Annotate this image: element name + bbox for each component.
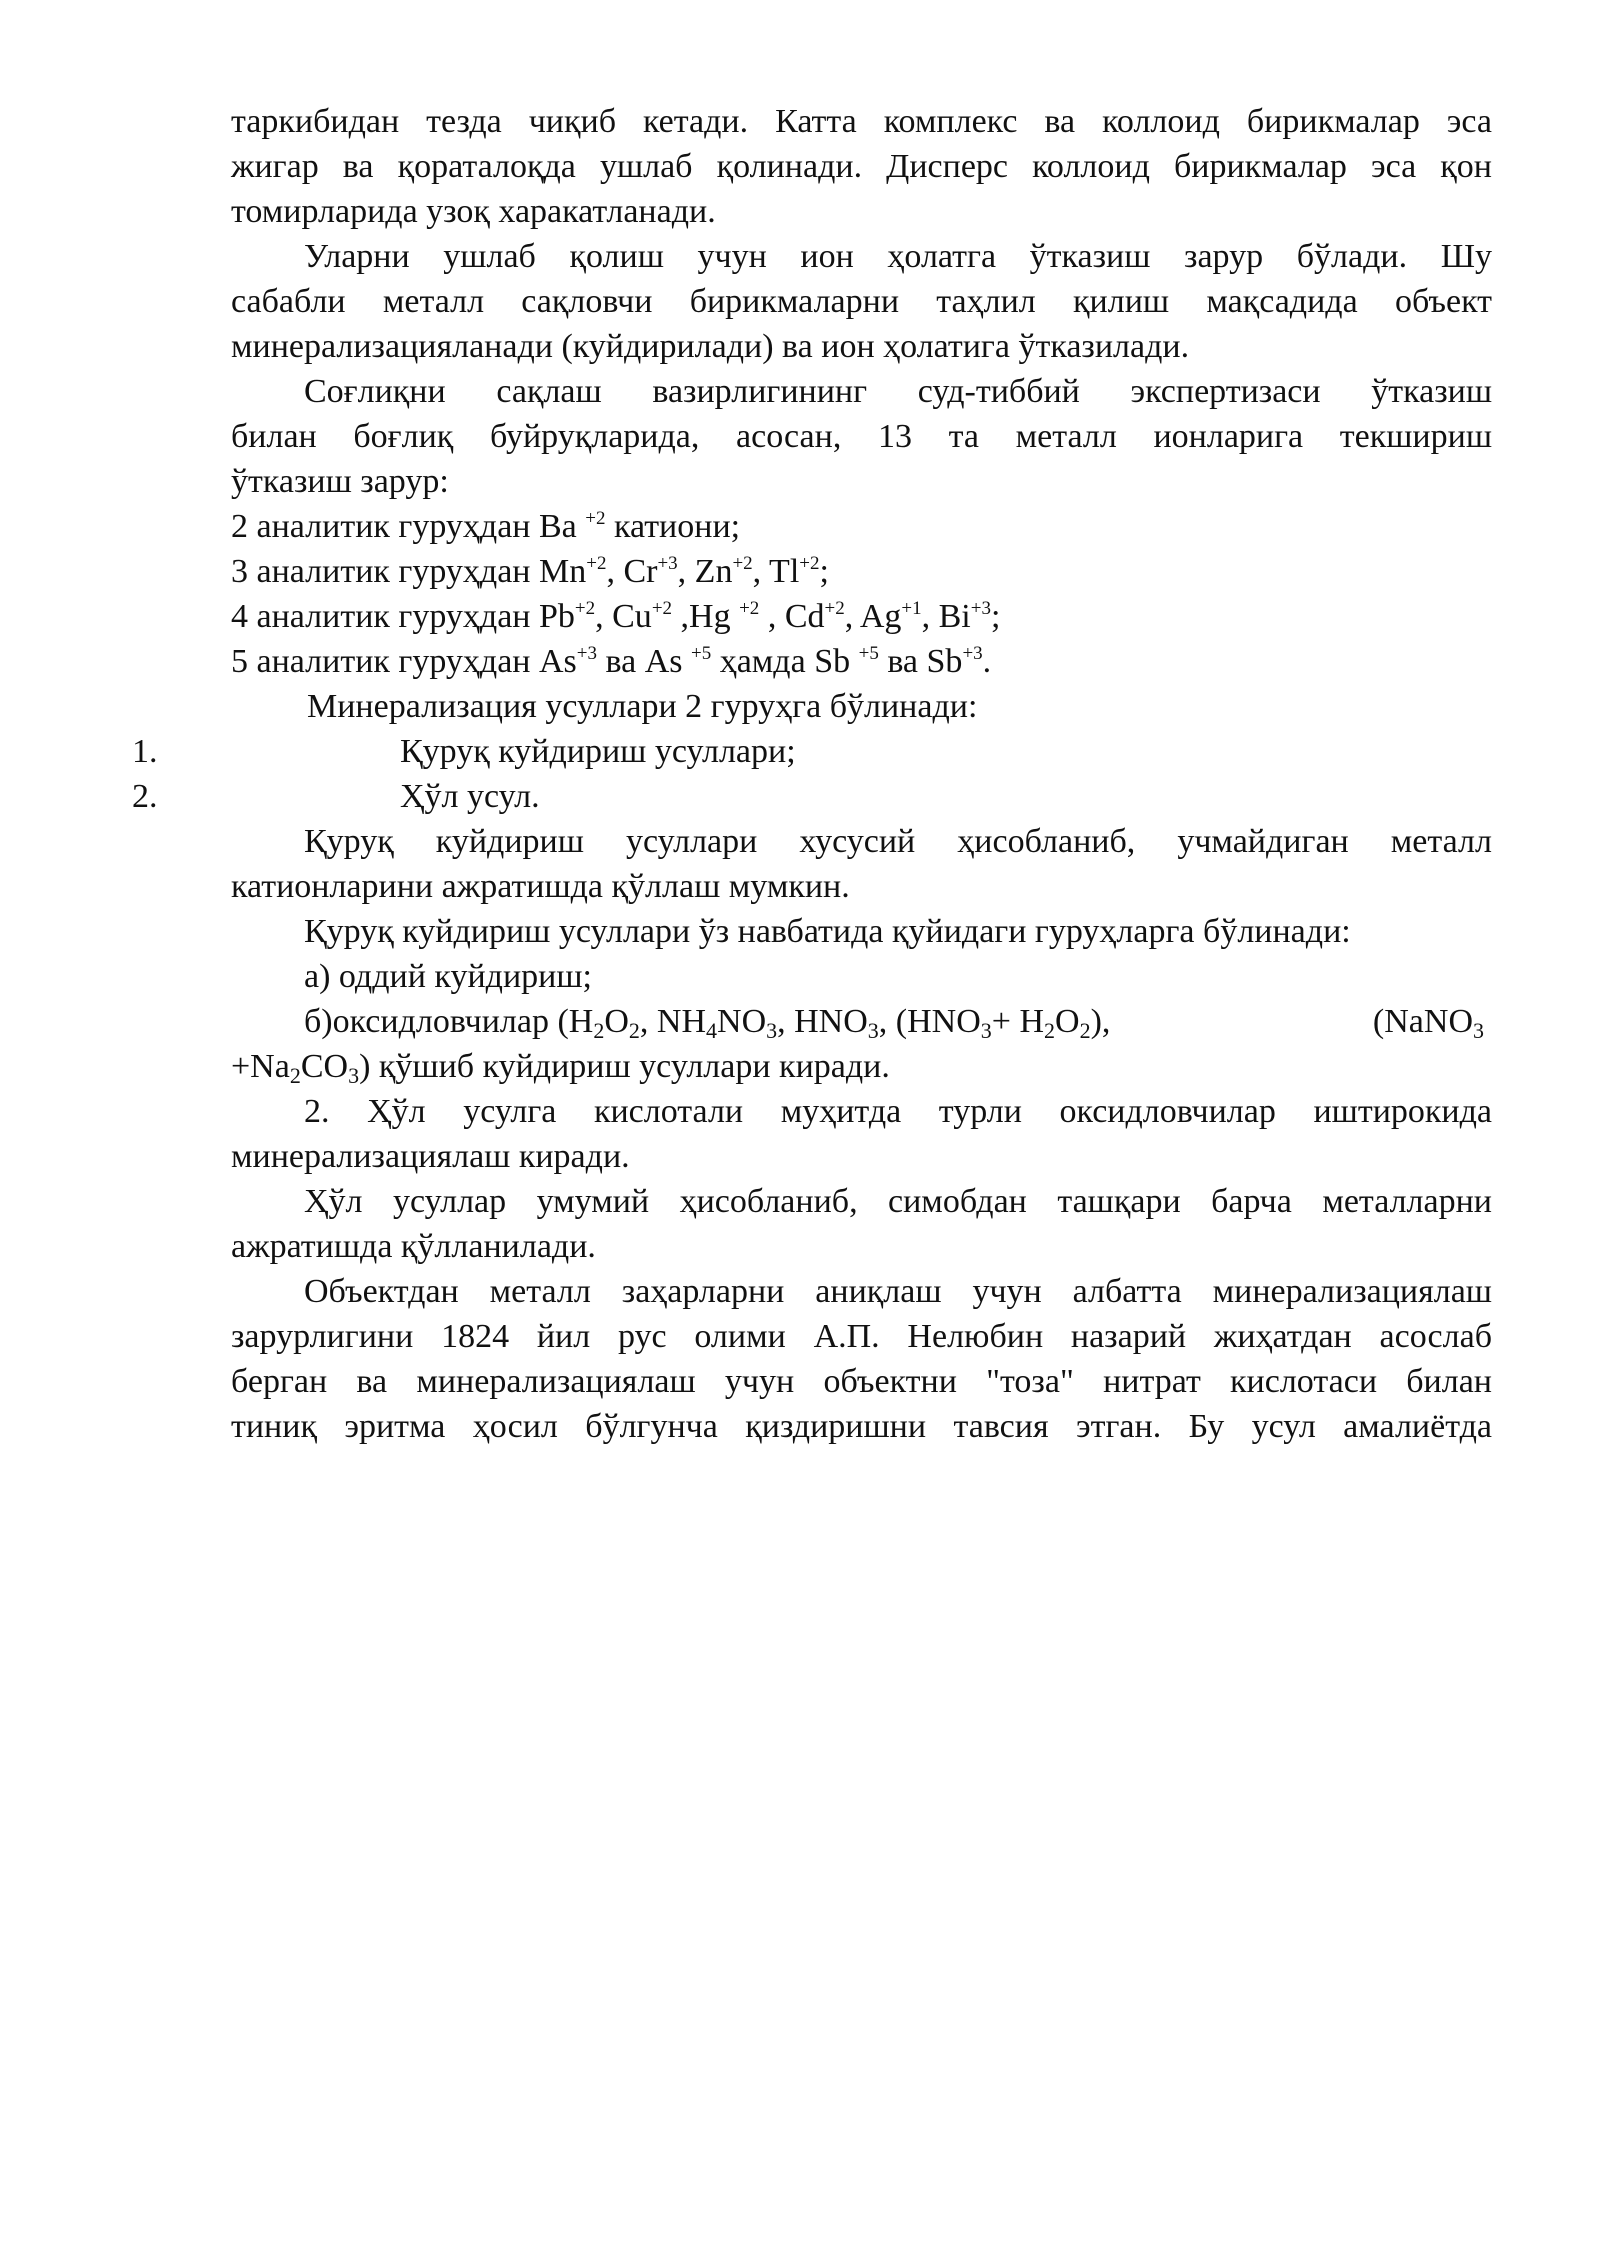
paragraph-line: Объектдан металл заҳарларни аниқлаш учун албатта минерализациялаш [304, 1273, 1492, 1310]
paragraph-line: минерализацияланади (куйдирилади) ва ион ҳолатига ўтказилади. [231, 328, 1190, 365]
paragraph-line: берган ва минерализациялаш учун объектни "тоза" нитрат кислотаси билан [231, 1363, 1492, 1400]
paragraph-line: сабабли металл сақловчи бирикмаларни таҳлил қилиш мақсадида объект [231, 283, 1492, 320]
paragraph-line: зарурлигини 1824 йил рус олими А.П. Нелюбин назарий жиҳатдан асослаб [231, 1318, 1492, 1355]
paragraph-line: 2. Ҳўл усулга кислотали муҳитда турли оксидловчилар иштирокида [304, 1093, 1492, 1130]
paragraph-line: Соғлиқни сақлаш вазирлигининг суд-тиббий экспертизаси ўтказиш [304, 373, 1492, 410]
paragraph-line: Қуруқ куйдириш усуллари ўз навбатида қуйидаги гуруҳларга бўлинади: [304, 913, 1351, 950]
list-item-dry-method: Қуруқ куйдириш усуллари; [400, 733, 796, 770]
paragraph-line: минерализациялаш киради. [231, 1138, 630, 1175]
paragraph-line: билан боғлиқ буйруқларида, асосан, 13 та металл ионларига текшириш [231, 418, 1492, 455]
paragraph-line: томирларида узоқ харакатланади. [231, 193, 716, 230]
list-number: 1. [132, 733, 158, 770]
sublist-item-b-continued: $+Na_2CO_3$) қўшиб куйдириш усуллари киради. [231, 1048, 890, 1088]
paragraph-line: таркибидан тезда чиқиб кетади. Катта комплекс ва коллоид бирикмалар эса [231, 103, 1492, 140]
analytic-group-3: 3 аналитик гуруҳдан $Mn^{+2}$, $Cr^{+3}$, $Zn^{+2}$, $Tl^{+2}$; [231, 553, 829, 590]
paragraph-line: Уларни ушлаб қолиш учун ион ҳолатга ўтказиш зарур бўлади. Шу [304, 238, 1492, 275]
paragraph-line: Ҳўл усуллар умумий ҳисобланиб, симобдан ташқари барча металларни [304, 1183, 1492, 1220]
sublist-item-a: а) оддий куйдириш; [304, 958, 592, 995]
list-item-wet-method: Ҳўл усул. [400, 778, 540, 815]
paragraph-line: ажратишда қўлланилади. [231, 1228, 596, 1265]
paragraph-line: Қуруқ куйдириш усуллари хусусий ҳисобланиб, учмайдиган металл [304, 823, 1492, 860]
list-number: 2. [132, 778, 158, 815]
analytic-group-4: 4 аналитик гуруҳдан $Pb^{+2}$, $Cu^{+2}$ ,Hg $^{+2}$ , $Cd^{+2}$, $Ag^{+1}$, $Bi^{+3}$; [231, 598, 1001, 635]
paragraph-line: тиниқ эритма ҳосил бўлгунча қиздиришни тавсия этган. Бу усул амалиётда [231, 1408, 1492, 1445]
methods-intro: Минерализация усуллари 2 гуруҳга бўлинади: [307, 688, 978, 725]
paragraph-line: катионларини ажратишда қўллаш мумкин. [231, 868, 850, 905]
paragraph-line: ўтказиш зарур: [231, 463, 449, 500]
analytic-group-2: 2 аналитик гуруҳдан Ba $^{+2}$ катиони; [231, 508, 741, 545]
analytic-group-5: 5 аналитик гуруҳдан $As^{+3}$ ва As $^{+5}$ ҳамда Sb $^{+5}$ ва $Sb^{+3}$. [231, 643, 992, 680]
sublist-item-b: б)оксидловчилар ($H_2O_2$, $NH_4NO_3$, $HNO_3$, $(HNO_3+ H_2O_2)$, (NaNO$_3$ [304, 1003, 1484, 1043]
paragraph-line: жигар ва қораталоқда ушлаб қолинади. Дисперс коллоид бирикмалар эса қон [231, 148, 1492, 185]
